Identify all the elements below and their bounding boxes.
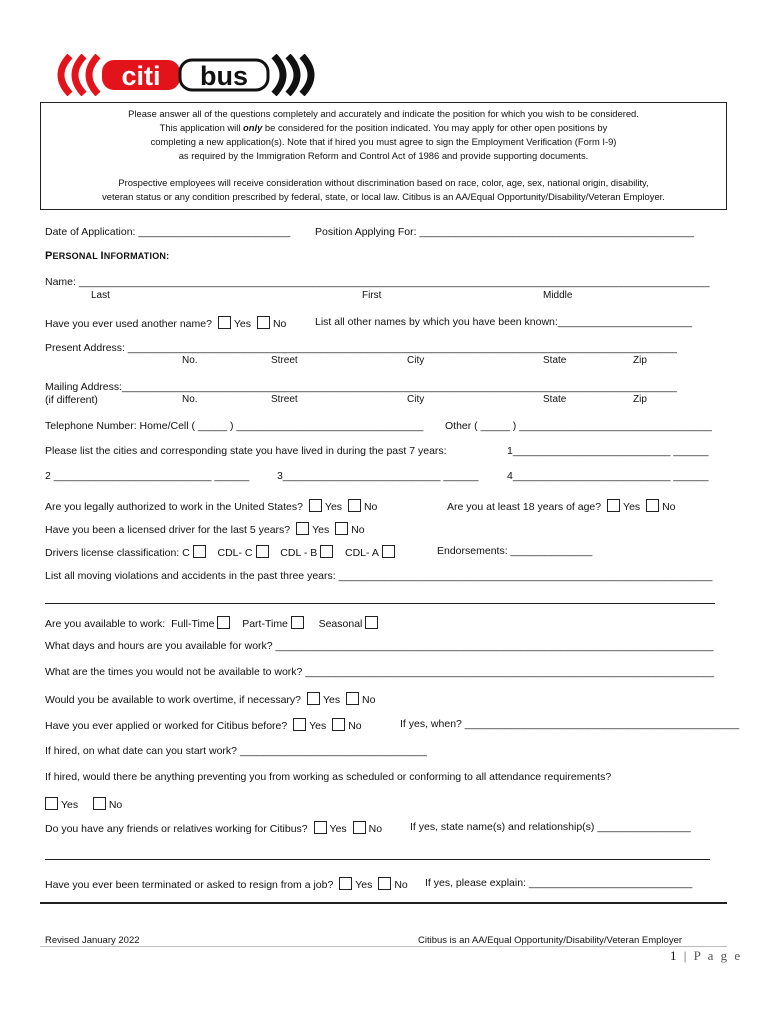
page-number: 1 | P a g e <box>670 948 743 963</box>
legal-row <box>45 499 377 513</box>
footer-revised: Revised January 2022 <box>45 935 140 946</box>
name-sub-first: First <box>362 290 382 301</box>
age-question: Are you at least 18 years of age? <box>447 501 602 513</box>
seasonal-label: Seasonal <box>318 618 363 630</box>
telephone-other-field[interactable]: Other ( _____ ) _________________________________ <box>445 420 712 432</box>
city-4-field[interactable]: 4___________________________ ______ <box>507 470 709 482</box>
notice-line-1: Please answer all of the questions completely and accurately and indicate the position for which you wish to be considered. <box>128 108 639 119</box>
class-cdlb-checkbox[interactable] <box>320 545 333 558</box>
terminated-yes-checkbox[interactable] <box>339 877 352 890</box>
applied-no-checkbox[interactable] <box>332 718 345 731</box>
other-name-yes-checkbox[interactable] <box>218 316 231 329</box>
city-2-field[interactable]: 2 ___________________________ ______ <box>45 470 250 482</box>
city-1-field[interactable]: 1___________________________ ______ <box>507 445 709 457</box>
applied-yes-checkbox[interactable] <box>293 718 306 731</box>
notice-line-2a: This application will <box>159 122 244 133</box>
legal-no-checkbox[interactable] <box>348 499 361 512</box>
terminated-no-checkbox[interactable] <box>378 877 391 890</box>
prevent-row <box>42 797 122 811</box>
footer-thin-rule <box>40 946 727 947</box>
svg-text:citi: citi <box>121 61 161 91</box>
mail-sub-street: Street <box>271 394 298 405</box>
other-name-question: Have you ever used another name? <box>45 318 212 330</box>
violations-field[interactable]: List all moving violations and accidents in the past three years: ________________________________________________________________ <box>45 570 713 582</box>
notice-line-5: Prospective employees will receive consideration without discrimination based on race, color, age, sex, national origin, disability, <box>118 177 649 188</box>
addr-sub-street: Street <box>271 355 298 366</box>
yes-label: Yes <box>233 318 252 330</box>
license-class-label: Drivers license classification: <box>45 547 180 559</box>
mail-sub-city: City <box>407 394 425 405</box>
footer-eeo: Citibus is an AA/Equal Opportunity/Disability/Veteran Employer <box>418 935 683 946</box>
class-cdlb-label: CDL - B <box>280 547 318 559</box>
age-no-checkbox[interactable] <box>646 499 659 512</box>
mail-sub-state: State <box>543 394 567 405</box>
notice-line-2 <box>41 121 726 135</box>
class-cdlc-checkbox[interactable] <box>256 545 269 558</box>
start-date-field[interactable]: If hired, on what date can you start work? ________________________________ <box>45 745 427 757</box>
no-label: No <box>368 823 383 835</box>
yes-label: Yes <box>324 501 343 513</box>
no-label: No <box>362 694 376 706</box>
position-applying-for[interactable]: Position Applying For: _______________________________________________ <box>315 226 694 238</box>
driver-no-checkbox[interactable] <box>335 522 348 535</box>
class-cdlc-label: CDL- C <box>217 547 253 559</box>
terminated-question: Have you ever been terminated or asked to resign from a job? <box>45 879 334 891</box>
notice-only: only <box>243 122 263 133</box>
overtime-yes-checkbox[interactable] <box>307 692 320 705</box>
days-hours-field[interactable]: What days and hours are you available for work? ___________________________________________________________________________ <box>45 640 714 652</box>
mail-sub-zip: Zip <box>633 394 647 405</box>
no-label: No <box>394 879 408 891</box>
overtime-question: Would you be available to work overtime, if necessary? <box>45 694 302 706</box>
mailing-address-field[interactable]: Mailing Address:_______________________________________________________________________________________________ <box>45 381 677 393</box>
applied-before-row <box>45 718 362 732</box>
yes-label: Yes <box>623 501 641 513</box>
mail-sub-no: No. <box>182 394 198 405</box>
other-name-no-checkbox[interactable] <box>257 316 270 329</box>
no-label: No <box>348 720 362 732</box>
endorsements-field[interactable]: Endorsements: ______________ <box>437 545 593 557</box>
available-question: Are you available to work: <box>45 618 166 630</box>
name-field[interactable]: Name: ____________________________________________________________________________________________________________ <box>45 276 710 288</box>
friends-line-2[interactable] <box>45 859 710 860</box>
yes-label: Yes <box>309 720 327 732</box>
age-row <box>447 499 676 513</box>
city-3-field[interactable]: 3___________________________ ______ <box>277 470 479 482</box>
addr-sub-state: State <box>543 355 567 366</box>
class-cdla-label: CDL- A <box>345 547 379 559</box>
page-word: P a g e <box>693 948 743 963</box>
friends-question: Do you have any friends or relatives working for Citibus? <box>45 823 308 835</box>
class-c-label: C <box>182 547 190 559</box>
applied-when-field[interactable]: If yes, when? _______________________________________________ <box>400 718 740 730</box>
full-time-label: Full-Time <box>171 618 215 630</box>
title-p: P <box>45 250 53 262</box>
friends-yes-checkbox[interactable] <box>314 821 327 834</box>
notice-box <box>40 102 727 210</box>
driver-question: Have you been a licensed driver for the last 5 years? <box>45 524 291 536</box>
no-label: No <box>363 501 378 513</box>
footer-rule <box>40 902 727 904</box>
prevent-question: If hired, would there be anything preventing you from working as scheduled or conforming to all attendance requirements? <box>45 771 612 783</box>
title-rest: ERSONAL <box>52 251 101 261</box>
name-sub-middle: Middle <box>543 290 573 301</box>
legal-question: Are you legally authorized to work in the United States? <box>45 501 303 513</box>
no-label: No <box>108 799 123 811</box>
other-names-field[interactable]: List all other names by which you have been known:_______________________ <box>315 316 693 328</box>
yes-label: Yes <box>312 524 330 536</box>
yes-label: Yes <box>61 799 79 811</box>
no-label: No <box>351 524 365 536</box>
applied-question: Have you ever applied or worked for Citibus before? <box>45 720 288 732</box>
cities-question: Please list the cities and corresponding state you have lived in during the past 7 years: <box>45 445 447 457</box>
age-yes-checkbox[interactable] <box>607 499 620 512</box>
driver-yes-checkbox[interactable] <box>296 522 309 535</box>
part-time-checkbox[interactable] <box>291 616 304 629</box>
other-name-row <box>45 316 286 330</box>
part-time-label: Part-Time <box>242 618 288 630</box>
legal-yes-checkbox[interactable] <box>309 499 322 512</box>
section-title-personal <box>45 250 169 262</box>
class-c-checkbox[interactable] <box>193 545 206 558</box>
availability-row <box>45 616 381 630</box>
page-num: 1 <box>670 948 679 963</box>
title-rest2: NFORMATION: <box>103 251 170 261</box>
friends-no-checkbox[interactable] <box>353 821 366 834</box>
friends-if-yes-field[interactable]: If yes, state name(s) and relationship(s) ________________ <box>410 821 691 833</box>
svg-text:bus: bus <box>199 61 249 91</box>
terminated-row <box>45 877 408 891</box>
telephone-home-field[interactable]: Telephone Number: Home/Cell ( _____ ) ________________________________ <box>45 420 424 432</box>
unavailable-times-field[interactable]: What are the times you would not be available to work? ______________________________________________________________________ <box>45 666 715 678</box>
notice-line-4: as required by the Immigration Reform and Control Act of 1986 and provide supporting documents. <box>178 150 589 161</box>
title-i: I <box>100 250 104 262</box>
yes-label: Yes <box>329 823 347 835</box>
seasonal-checkbox[interactable] <box>365 616 378 629</box>
terminated-explain-field[interactable]: If yes, please explain: ____________________________ <box>425 877 693 889</box>
prevent-no-checkbox[interactable] <box>93 797 106 810</box>
addr-sub-zip: Zip <box>633 355 647 366</box>
name-sub-last: Last <box>91 290 110 301</box>
addr-sub-city: City <box>407 355 425 366</box>
if-different-label: (if different) <box>45 394 98 406</box>
no-label: No <box>272 318 287 330</box>
no-label: No <box>662 501 676 513</box>
date-of-application[interactable]: Date of Application: __________________________ <box>45 226 291 238</box>
overtime-no-checkbox[interactable] <box>346 692 359 705</box>
prevent-yes-checkbox[interactable] <box>45 797 58 810</box>
notice-line-6: veteran status or any condition prescribed by federal, state, or local law. Citibus is an AA/Equal Opportunity/Disability/Veteran Employer. <box>102 191 665 202</box>
friends-row <box>45 821 382 835</box>
present-address-field[interactable]: Present Address: ______________________________________________________________________________________________ <box>45 342 677 354</box>
yes-label: Yes <box>322 694 341 706</box>
driver-row <box>45 522 365 536</box>
notice-line-3: completing a new application(s). Note that if hired you must agree to sign the Employment Verification (Form I-9) <box>150 136 617 147</box>
full-time-checkbox[interactable] <box>217 616 230 629</box>
notice-line-2c: be considered for the position indicated. You may apply for other open positions by <box>262 122 608 133</box>
yes-label: Yes <box>355 879 373 891</box>
violations-line-2[interactable] <box>45 603 715 604</box>
overtime-row <box>45 692 375 706</box>
class-cdla-checkbox[interactable] <box>382 545 395 558</box>
license-class-row <box>45 545 398 559</box>
addr-sub-no: No. <box>182 355 198 366</box>
citibus-logo <box>50 54 318 96</box>
